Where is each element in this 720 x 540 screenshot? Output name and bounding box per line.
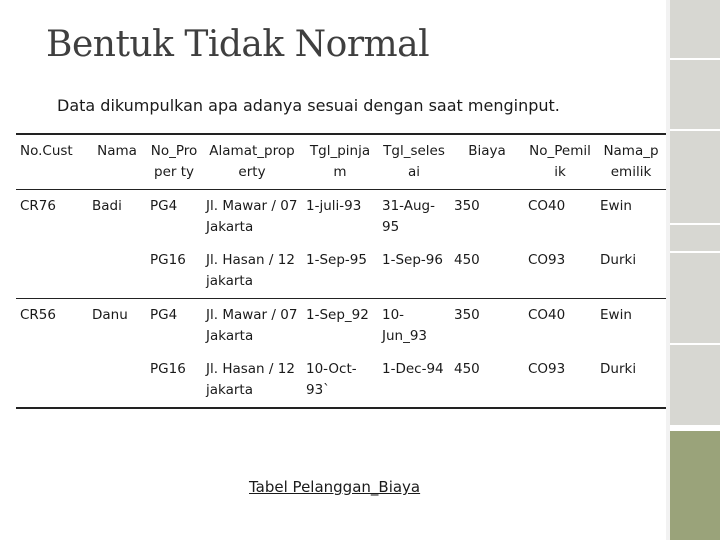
cell-no-pemilik: CO93 <box>528 361 566 377</box>
cell-alamat: Jl. Hasan / 12 jakarta <box>206 252 295 289</box>
cell-tgl-selesai: 1-Sep-96 <box>382 252 443 268</box>
cell-biaya: 350 <box>454 307 480 323</box>
strip-accent-block <box>670 431 720 540</box>
header-alamat-property: Alamat_property <box>209 143 295 180</box>
header-biaya: Biaya <box>468 143 506 159</box>
cell-tgl-selesai: 31-Aug-95 <box>382 198 435 235</box>
customer-table <box>16 133 666 409</box>
cell-no-cust <box>16 244 88 299</box>
cell-no-cust: CR76 <box>20 198 56 214</box>
cell-no-cust: CR56 <box>20 307 56 323</box>
strip-block <box>670 225 720 251</box>
cell-biaya: 450 <box>454 252 480 268</box>
cell-alamat: Jl. Hasan / 12 jakarta <box>206 361 295 398</box>
cell-tgl-selesai: 1-Dec-94 <box>382 361 444 377</box>
cell-no-property: PG16 <box>150 361 186 377</box>
cell-tgl-selesai: 10-Jun_93 <box>382 307 428 344</box>
slide-subtitle: Data dikumpulkan apa adanya sesuai dengan saat menginput. <box>57 96 560 115</box>
cell-tgl-pinjam: 1-juli-93 <box>306 198 362 214</box>
cell-biaya: 350 <box>454 198 480 214</box>
header-tgl-selesai: Tgl_selesai <box>383 143 445 180</box>
header-no-property: No_Proper ty <box>150 143 198 180</box>
header-no-cust: No.Cust <box>20 143 73 159</box>
header-no-pemilik: No_Pemilik <box>529 143 591 180</box>
customer-table-wrapper <box>16 133 666 409</box>
cell-nama-pemilik: Ewin <box>600 198 632 214</box>
cell-nama <box>88 353 146 408</box>
cell-no-pemilik: CO40 <box>528 198 566 214</box>
strip-block <box>670 0 720 58</box>
cell-tgl-pinjam: 10-Oct-93` <box>306 361 357 398</box>
cell-tgl-pinjam: 1-Sep-95 <box>306 252 367 268</box>
cell-biaya: 450 <box>454 361 480 377</box>
table-row <box>16 190 666 245</box>
slide-title: Bentuk Tidak Normal <box>46 24 430 65</box>
cell-no-property: PG4 <box>150 307 178 323</box>
cell-no-pemilik: CO40 <box>528 307 566 323</box>
cell-nama <box>88 244 146 299</box>
cell-alamat: Jl. Mawar / 07 Jakarta <box>206 198 298 235</box>
cell-no-pemilik: CO93 <box>528 252 566 268</box>
header-nama-pemilik: Nama_pemilik <box>603 143 659 180</box>
cell-nama-pemilik: Durki <box>600 252 637 268</box>
cell-nama-pemilik: Ewin <box>600 307 632 323</box>
cell-no-property: PG4 <box>150 198 178 214</box>
table-row <box>16 299 666 354</box>
strip-block <box>670 60 720 129</box>
cell-tgl-pinjam: 1-Sep_92 <box>306 307 369 323</box>
cell-no-cust <box>16 353 88 408</box>
cell-no-property: PG16 <box>150 252 186 268</box>
cell-nama-pemilik: Durki <box>600 361 637 377</box>
table-row <box>16 244 666 299</box>
decorative-side-strip <box>666 0 720 540</box>
table-caption: Tabel Pelanggan_Biaya <box>249 478 421 496</box>
strip-block <box>670 131 720 223</box>
cell-alamat: Jl. Mawar / 07 Jakarta <box>206 307 298 344</box>
cell-nama: Badi <box>92 198 122 214</box>
cell-nama: Danu <box>92 307 128 323</box>
table-header-row <box>16 134 666 190</box>
header-nama: Nama <box>97 143 137 159</box>
table-row <box>16 353 666 408</box>
strip-block <box>670 253 720 343</box>
header-tgl-pinjam: Tgl_pinjam <box>309 143 371 180</box>
strip-block <box>670 345 720 425</box>
